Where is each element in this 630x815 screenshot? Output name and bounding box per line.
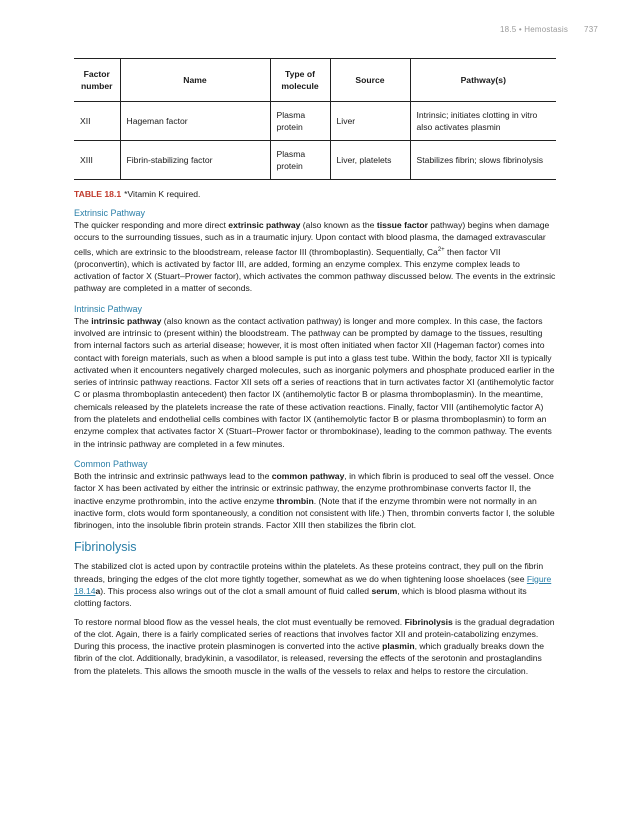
table-caption xyxy=(74,189,556,199)
clotting-factors-table xyxy=(74,58,556,180)
table-cell: Hageman factor xyxy=(120,102,270,141)
intrinsic-paragraph: The intrinsic pathway (also known as the contact activation pathway) is longer and more complex. In this case, the factors involved are intrinsic to (present within) the bloodstream. The pathway can be prompted by damage to the tissues, resulting from internal factors such as arterial disease; however, it is most often initiated when factor XII (Hageman factor) comes into contact with foreign materials, such as when a blood sample is put into a glass test tube. Within the body, factor XII is typically activated when it encounters negatively charged molecules, such as inorganic polymers and phosphate produced earlier in the series of intrinsic pathway reactions. Factor XII sets off a series of reactions that in turn activates factor XI (antihemolytic factor C or plasma thromboplastin antecedent) then factor IX (antihemolytic factor B or plasma thromboplasmin). In the meantime, chemicals released by the platelets increase the rate of these activation reactions. Finally, factor VIII (antihemolytic factor A) from the platelets and endothelial cells combines with factor IX (antihemolytic factor B or plasma thromboplasmin) to form an enzyme complex that activates factor X (Stuart–Prower factor or thrombokinase), leading to the common pathway. The events in the intrinsic pathway are completed in a few minutes. xyxy=(74,315,555,449)
column-header: Source xyxy=(330,59,410,102)
intrinsic-heading: Intrinsic Pathway xyxy=(74,303,143,314)
table-cell: Intrinsic; initiates clotting in vitro also activates plasmin xyxy=(410,102,556,141)
common-paragraph: Both the intrinsic and extrinsic pathways lead to the common pathway, in which fibrin is produced to seal off the vessel. Once factor X has been activated by either the intrinsic or extrinsic pathway, the enzyme prothrombinase converts factor II, the inactive enzyme prothrombin, into the active enzyme thrombin. (Note that if the enzyme thrombin were not normally in an inactive form, clots would form spontaneously, a condition not consistent with life.) Then, thrombin converts factor I, the soluble fibrinogen, into the insoluble fibrin protein strands. Factor XIII then stabilizes the fibrin clot. xyxy=(74,470,555,531)
common-heading: Common Pathway xyxy=(74,458,148,469)
running-head xyxy=(500,25,598,34)
page-content xyxy=(74,58,556,683)
table-row xyxy=(74,141,556,180)
table-cell: Stabilizes fibrin; slows fibrinolysis xyxy=(410,141,556,180)
table-cell: Fibrin-stabilizing factor xyxy=(120,141,270,180)
table-row xyxy=(74,102,556,141)
table-cell: Plasma protein xyxy=(270,141,330,180)
column-header: Pathway(s) xyxy=(410,59,556,102)
table-header-row xyxy=(74,59,556,102)
fibrinolysis-paragraph-1: The stabilized clot is acted upon by contractile proteins within the platelets. As these proteins contract, they pull on the fibrin threads, bringing the edges of the clot more tightly together, somewhat as we do when tightening loose shoelaces (see Figure 18.14a). This process also wrings out of the clot a small amount of fluid called serum, which is blood plasma without its clotting factors. xyxy=(74,561,552,609)
column-header: Type of molecule xyxy=(270,59,330,102)
extrinsic-heading: Extrinsic Pathway xyxy=(74,208,146,218)
figure-link[interactable]: Figure 18.14 xyxy=(74,573,552,596)
table-cell: Plasma protein xyxy=(270,102,330,141)
fibrinolysis-heading: Fibrinolysis xyxy=(74,540,137,555)
table-cell: Liver xyxy=(330,102,410,141)
table-cell: Liver, platelets xyxy=(330,141,410,180)
page-number: 737 xyxy=(584,25,598,34)
table-caption-text: *Vitamin K required. xyxy=(124,189,201,199)
extrinsic-paragraph: The quicker responding and more direct extrinsic pathway (also known as the tissue factor pathway) begins when damage occurs to the surrounding tissues, such as in a traumatic injury. Upon contact with blood plasma, the damaged extravascular cells, which are extrinsic to the bloodstream, release factor III (thromboplastin). Sequentially, $Ca^{2+}$ then factor VII (proconvertin), which is activated by factor III, are added, forming an enzyme complex. This enzyme complex leads to activation of factor X (Stuart–Prower factor), which activates the common pathway discussed below. The events in the extrinsic pathway are completed in a matter of seconds. xyxy=(74,220,556,294)
column-header: Name xyxy=(120,59,270,102)
table-cell: XII xyxy=(80,116,91,126)
table-label: TABLE 18.1 xyxy=(74,189,122,199)
section-label: 18.5 • Hemostasis xyxy=(500,25,569,34)
fibrinolysis-paragraph-2: To restore normal blood flow as the vessel heals, the clot must eventually be removed. Fibrinolysis is the gradual degradation of the clot. Again, there is a fairly complicated series of reactions that involves factor XII and protein-catabolizing enzymes. During this process, the inactive protein plasminogen is converted into the active plasmin, which gradually breaks down the fibrin of the clot. Additionally, bradykinin, a vasodilator, is released, reversing the effects of the serotonin and prostaglandins from the platelets. This allows the smooth muscle in the walls of the vessels to relax and helps to restore the circulation. xyxy=(74,616,555,676)
column-header: Factor number xyxy=(74,59,120,102)
table-cell: XIII xyxy=(74,141,120,180)
